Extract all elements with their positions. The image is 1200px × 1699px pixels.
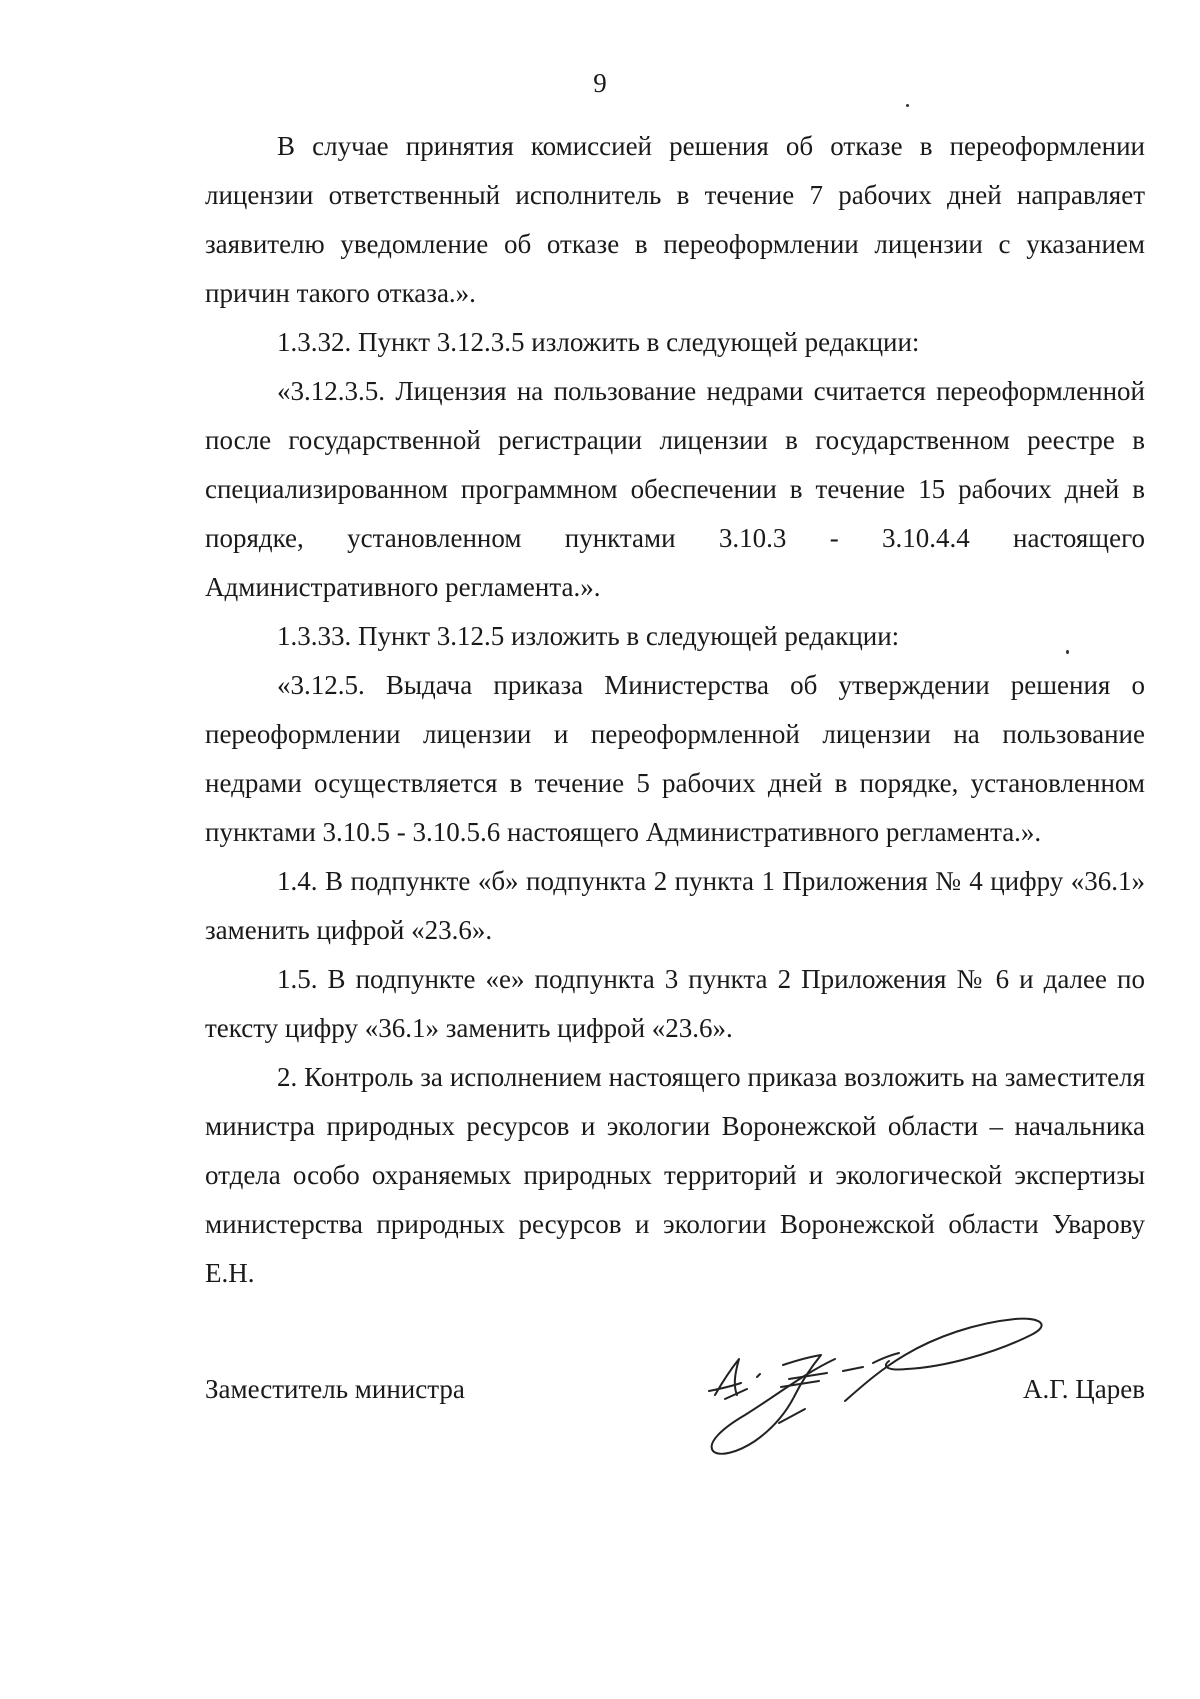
signatory-position: Заместитель министра xyxy=(205,1374,465,1404)
handwritten-signature xyxy=(685,1303,1065,1483)
signatory-name: А.Г. Царев xyxy=(1022,1374,1145,1404)
paragraph-1-5: 1.5. В подпункте «е» подпункта 3 пункта 2 Приложения № 6 и далее по тексту цифру «36.1» заменить цифрой «23.6». xyxy=(205,964,1145,1043)
paragraph-1-3-32-heading: 1.3.32. Пункт 3.12.3.5 изложить в следующей редакции: xyxy=(277,327,920,357)
paragraph-2-control: 2. Контроль за исполнением настоящего приказа возложить на заместителя министра природных ресурсов и экологии Воронежской области – начальника отдела особо охраняемых природных территорий и экологической экспертизы министерства природных ресурсов и экологии Воронежской области Уварову Е.Н. xyxy=(205,1062,1145,1288)
page-number: 9 xyxy=(593,68,607,98)
paragraph-1-4: 1.4. В подпункте «б» подпункта 2 пункта 1 Приложения № 4 цифру «36.1» заменить цифрой «23.6». xyxy=(205,866,1145,945)
scan-speck xyxy=(906,104,909,107)
paragraph-1-3-33-heading: 1.3.33. Пункт 3.12.5 изложить в следующей редакции: xyxy=(277,621,900,651)
paragraph-3-12-3-5: «3.12.3.5. Лицензия на пользование недрами считается переоформленной после государственной регистрации лицензии в государственном реестре в специализированном программном обеспечении в течение 15 рабочих дней в порядке, установленном пунктами 3.10.3 - 3.10.4.4 настоящего Административного регламента.». xyxy=(205,376,1145,602)
document-body xyxy=(205,122,1145,1298)
paragraph-refusal-notice: В случае принятия комиссией решения об отказе в переоформлении лицензии ответственный исполнитель в течение 7 рабочих дней направляет заявителю уведомление об отказе в переоформлении лицензии с указанием причин такого отказа.». xyxy=(205,131,1145,308)
paragraph-3-12-5: «3.12.5. Выдача приказа Министерства об утверждении решения о переоформлении лицензии и переоформленной лицензии на пользование недрами осуществляется в течение 5 рабочих дней в порядке, установленном пунктами 3.10.5 - 3.10.5.6 настоящего Административного регламента.». xyxy=(205,670,1145,847)
scan-speck xyxy=(1066,650,1069,654)
signature-block xyxy=(205,1345,1145,1485)
